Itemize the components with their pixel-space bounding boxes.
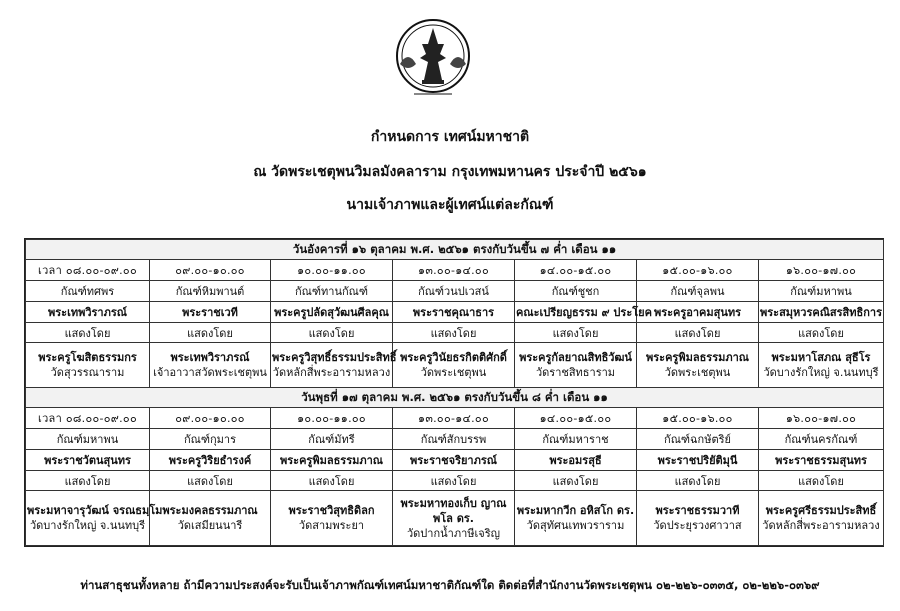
contact-footer: ท่านสาธุชนทั้งหลาย ถ้ามีความประสงค์จะรับเป็นเจ้าภาพกัณฑ์เทศน์มหาชาติกัณฑ์ใด ติดต่อที่สำนักงานวัดพระเชตุพน ๐๒-๒๒๖-๐๓๓๕, ๐๒-๒๒๖-๐๓๖๙ xyxy=(80,578,820,592)
preacher-cell: พระครูวิริยธำรงค์ xyxy=(150,450,271,471)
preacher-cell: พระราชเวที xyxy=(150,302,271,323)
host-cell xyxy=(515,491,637,546)
host-place: วัดบางรักใหญ่ จ.นนทบุรี xyxy=(29,519,146,532)
shown-by-cell: แสดงโดย xyxy=(515,323,637,343)
preacher-cell: พระราชจริยาภรณ์ xyxy=(393,450,515,471)
time-cell: ๑๔.๐๐-๑๕.๐๐ xyxy=(515,260,637,281)
shown-by-cell: แสดงโดย xyxy=(150,323,271,343)
host-cell xyxy=(637,343,759,388)
shown-by-cell: แสดงโดย xyxy=(637,323,759,343)
host-cell xyxy=(26,343,150,388)
host-name: พระราชวิสุทธิดิลก xyxy=(288,504,375,517)
preacher-cell: พระราชวัตนสุนทร xyxy=(26,450,150,471)
preacher-cell: พระครูอาคมสุนทร xyxy=(637,302,759,323)
host-place: วัดพระเชตุพน xyxy=(420,366,487,379)
host-place: วัดปากน้ำภาษีเจริญ xyxy=(406,526,500,540)
host-name: พระครูวินัยธรกิตติศักดิ์ xyxy=(400,351,507,364)
host-place: วัดบางรักใหญ่ จ.นนทบุรี xyxy=(763,366,879,379)
preacher-cell: พระราชธรรมสุนทร xyxy=(759,450,884,471)
schedule-table xyxy=(24,238,884,547)
host-place: วัดหลักสี่พระอารามหลวง xyxy=(762,519,880,532)
preacher-cell: พระครูปลัดสุวัฒนศีลคุณ xyxy=(271,302,393,323)
kan-cell: กัณฑ์มัทรี xyxy=(271,429,393,450)
time-cell: ๐๙.๐๐-๑๐.๐๐ xyxy=(150,260,271,281)
kan-cell: กัณฑ์ทานกัณฑ์ xyxy=(271,281,393,302)
time-cell: ๑๕.๐๐-๑๖.๐๐ xyxy=(637,408,759,429)
host-cell xyxy=(271,491,393,546)
kan-row xyxy=(26,429,884,450)
time-cell: ๑๖.๐๐-๑๗.๐๐ xyxy=(759,260,884,281)
kan-row xyxy=(26,281,884,302)
host-cell xyxy=(637,491,759,546)
time-row xyxy=(26,408,884,429)
shown-by-row xyxy=(26,471,884,491)
day-header: วันพุธที่ ๑๗ ตุลาคม พ.ศ. ๒๕๖๑ ตรงกับวันขึ้น ๘ ค่ำ เดือน ๑๑ xyxy=(26,388,884,408)
time-cell: ๐๙.๐๐-๑๐.๐๐ xyxy=(150,408,271,429)
day-header: วันอังคารที่ ๑๖ ตุลาคม พ.ศ. ๒๕๖๑ ตรงกับวันขึ้น ๗ ค่ำ เดือน ๑๑ xyxy=(26,240,884,260)
preacher-cell: พระครูพิมลธรรมภาณ xyxy=(271,450,393,471)
preacher-cell: พระอมรสุธี xyxy=(515,450,637,471)
preacher-row xyxy=(26,450,884,471)
kan-cell: กัณฑ์นครกัณฑ์ xyxy=(759,429,884,450)
host-place: วัดพระเชตุพน xyxy=(664,366,731,379)
host-name: พระมงคลธรรมภาณ xyxy=(162,504,258,517)
host-name: พระครูศรีธรรมประสิทธิ์ xyxy=(765,504,877,517)
time-cell: ๑๐.๐๐-๑๑.๐๐ xyxy=(271,260,393,281)
time-cell: ๑๕.๐๐-๑๖.๐๐ xyxy=(637,260,759,281)
preacher-cell: คณะเปรียญธรรม ๙ ประโยค xyxy=(515,302,637,323)
shown-by-cell: แสดงโดย xyxy=(271,323,393,343)
time-row xyxy=(26,260,884,281)
kan-cell: กัณฑ์มหาพน xyxy=(759,281,884,302)
host-name: พระมหาทองเก็บ ญาณพโล ดร. xyxy=(400,496,507,525)
host-cell xyxy=(150,491,271,546)
host-name: พระมหาจารุวัฒน์ จรณธมฺโม xyxy=(27,504,163,517)
shown-by-cell: แสดงโดย xyxy=(150,471,271,491)
host-place: วัดสุวรรณาราม xyxy=(50,366,125,379)
host-place: วัดราชสิทธาราม xyxy=(535,366,616,379)
shown-by-cell: แสดงโดย xyxy=(26,471,150,491)
time-cell: ๑๔.๐๐-๑๕.๐๐ xyxy=(515,408,637,429)
host-place: วัดเสมียนนารี xyxy=(177,519,243,532)
host-place: วัดสามพระยา xyxy=(298,519,365,532)
time-cell: ๑๓.๐๐-๑๔.๐๐ xyxy=(393,260,515,281)
host-row xyxy=(26,343,884,388)
preacher-row xyxy=(26,302,884,323)
kan-cell: กัณฑ์มหาพน xyxy=(26,429,150,450)
shown-by-cell: แสดงโดย xyxy=(271,471,393,491)
host-cell xyxy=(393,491,515,546)
preacher-cell: พระราชปริยัติมุนี xyxy=(637,450,759,471)
host-place: วัดประยุรวงศาวาส xyxy=(653,519,742,532)
host-cell xyxy=(759,343,884,388)
shown-by-cell: แสดงโดย xyxy=(759,323,884,343)
shown-by-cell: แสดงโดย xyxy=(393,323,515,343)
page-title: กำหนดการ เทศน์มหาชาติ xyxy=(370,129,530,145)
host-place: วัดหลักสี่พระอารามหลวง xyxy=(272,366,391,379)
kan-cell: กัณฑ์มหาราช xyxy=(515,429,637,450)
preacher-cell: พระเทพวิราภรณ์ xyxy=(26,302,150,323)
kan-cell: กัณฑ์กุมาร xyxy=(150,429,271,450)
host-name: พระครูพิมลธรรมภาณ xyxy=(646,351,749,364)
page-subtitle: ณ วัดพระเชตุพนวิมลมังคลาราม กรุงเทพมหานคร ประจำปี ๒๕๖๑ xyxy=(253,164,647,180)
host-cell xyxy=(271,343,397,388)
time-cell: เวลา ๐๘.๐๐-๐๙.๐๐ xyxy=(26,260,150,281)
host-name: พระครูกัลยาณสิทธิวัฒน์ xyxy=(519,351,632,364)
shown-by-row xyxy=(26,323,884,343)
host-name: พระมหากวีก อหิสโก ดร. xyxy=(516,504,635,517)
preacher-cell: พระราชคุณาธาร xyxy=(393,302,515,323)
time-cell: เวลา ๐๘.๐๐-๐๙.๐๐ xyxy=(26,408,150,429)
kan-cell: กัณฑ์ทศพร xyxy=(26,281,150,302)
page-heading: นามเจ้าภาพและผู้เทศน์แต่ละกัณฑ์ xyxy=(346,197,554,213)
time-cell: ๑๖.๐๐-๑๗.๐๐ xyxy=(759,408,884,429)
kan-cell: กัณฑ์วนปเวสน์ xyxy=(393,281,515,302)
time-cell: ๑๐.๐๐-๑๑.๐๐ xyxy=(271,408,393,429)
shown-by-cell: แสดงโดย xyxy=(759,471,884,491)
host-name: พระเทพวิราภรณ์ xyxy=(170,351,250,364)
host-name: พระครูวิสุทธิ์ธรรมประสิทธิ์ xyxy=(272,351,397,364)
kan-cell: กัณฑ์สักบรรพ xyxy=(393,429,515,450)
kan-cell: กัณฑ์ฉกษัตริย์ xyxy=(637,429,759,450)
time-cell: ๑๓.๐๐-๑๔.๐๐ xyxy=(393,408,515,429)
shown-by-cell: แสดงโดย xyxy=(393,471,515,491)
host-name: พระราชธรรมวาที xyxy=(655,504,740,517)
host-cell xyxy=(759,491,884,546)
shown-by-cell: แสดงโดย xyxy=(26,323,150,343)
host-cell xyxy=(150,343,271,388)
host-cell xyxy=(393,343,515,388)
kan-cell: กัณฑ์หิมพานต์ xyxy=(150,281,271,302)
host-name: พระมหาโสภณ สุธีโร xyxy=(771,351,871,364)
host-cell xyxy=(26,491,163,546)
temple-seal-logo xyxy=(394,14,472,104)
shown-by-cell: แสดงโดย xyxy=(515,471,637,491)
kan-cell: กัณฑ์ชูชก xyxy=(515,281,637,302)
preacher-cell: พระสมุหวรคณิสรสิทธิการ xyxy=(759,302,884,323)
shown-by-cell: แสดงโดย xyxy=(637,471,759,491)
host-place: วัดสุทัศนเทพวราราม xyxy=(526,519,625,532)
host-place: เจ้าอาวาสวัดพระเชตุพน xyxy=(153,366,267,379)
host-cell xyxy=(515,343,637,388)
kan-cell: กัณฑ์จุลพน xyxy=(637,281,759,302)
host-name: พระครูโฆสิตธรรมกร xyxy=(38,351,137,364)
host-row xyxy=(26,491,884,546)
